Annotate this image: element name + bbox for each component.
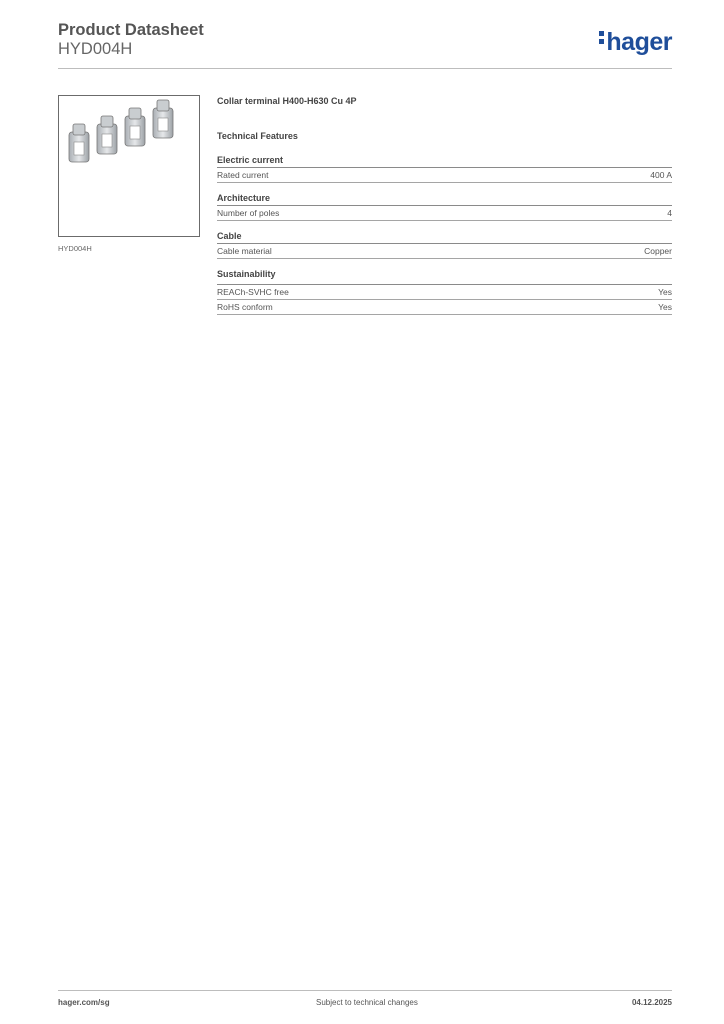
spec-row bbox=[217, 206, 672, 221]
spec-value: 400 A bbox=[650, 170, 672, 180]
document-title: Product Datasheet bbox=[58, 21, 204, 39]
spec-label: REACh-SVHC free bbox=[217, 287, 289, 297]
spec-row bbox=[217, 168, 672, 183]
header-divider bbox=[58, 68, 672, 69]
logo-mark-icon bbox=[599, 31, 604, 47]
page-header bbox=[58, 20, 672, 68]
product-code: HYD004H bbox=[58, 40, 133, 58]
footer-website-link[interactable]: hager.com/sg bbox=[58, 998, 110, 1007]
section-cable bbox=[217, 231, 672, 259]
spec-label: RoHS conform bbox=[217, 302, 273, 312]
spec-row bbox=[217, 300, 672, 315]
section-title: Electric current bbox=[217, 155, 672, 168]
section-title: Architecture bbox=[217, 193, 672, 206]
spec-value: Yes bbox=[658, 287, 672, 297]
footer-divider bbox=[58, 990, 672, 991]
spec-value: 4 bbox=[667, 208, 672, 218]
section-sustainability bbox=[217, 269, 672, 315]
section-title: Sustainability bbox=[217, 269, 276, 279]
footer-notice: Subject to technical changes bbox=[316, 998, 418, 1007]
product-image bbox=[58, 95, 200, 237]
spec-label: Number of poles bbox=[217, 208, 280, 218]
features-heading: Technical Features bbox=[217, 131, 298, 141]
section-electric-current bbox=[217, 155, 672, 183]
spec-label: Rated current bbox=[217, 170, 269, 180]
section-title: Cable bbox=[217, 231, 672, 244]
spec-row bbox=[217, 244, 672, 259]
spec-label: Cable material bbox=[217, 246, 272, 256]
footer-date: 04.12.2025 bbox=[631, 998, 672, 1007]
hager-logo bbox=[599, 28, 672, 57]
collar-terminals-icon bbox=[59, 96, 199, 236]
spec-rows bbox=[217, 284, 672, 315]
section-architecture bbox=[217, 193, 672, 221]
image-caption: HYD004H bbox=[58, 244, 92, 253]
logo-text: hager bbox=[606, 28, 672, 56]
spec-value: Yes bbox=[658, 302, 672, 312]
product-name: Collar terminal H400-H630 Cu 4P bbox=[217, 96, 357, 106]
spec-row bbox=[217, 284, 672, 300]
technical-content bbox=[217, 96, 672, 315]
spec-value: Copper bbox=[644, 246, 672, 256]
